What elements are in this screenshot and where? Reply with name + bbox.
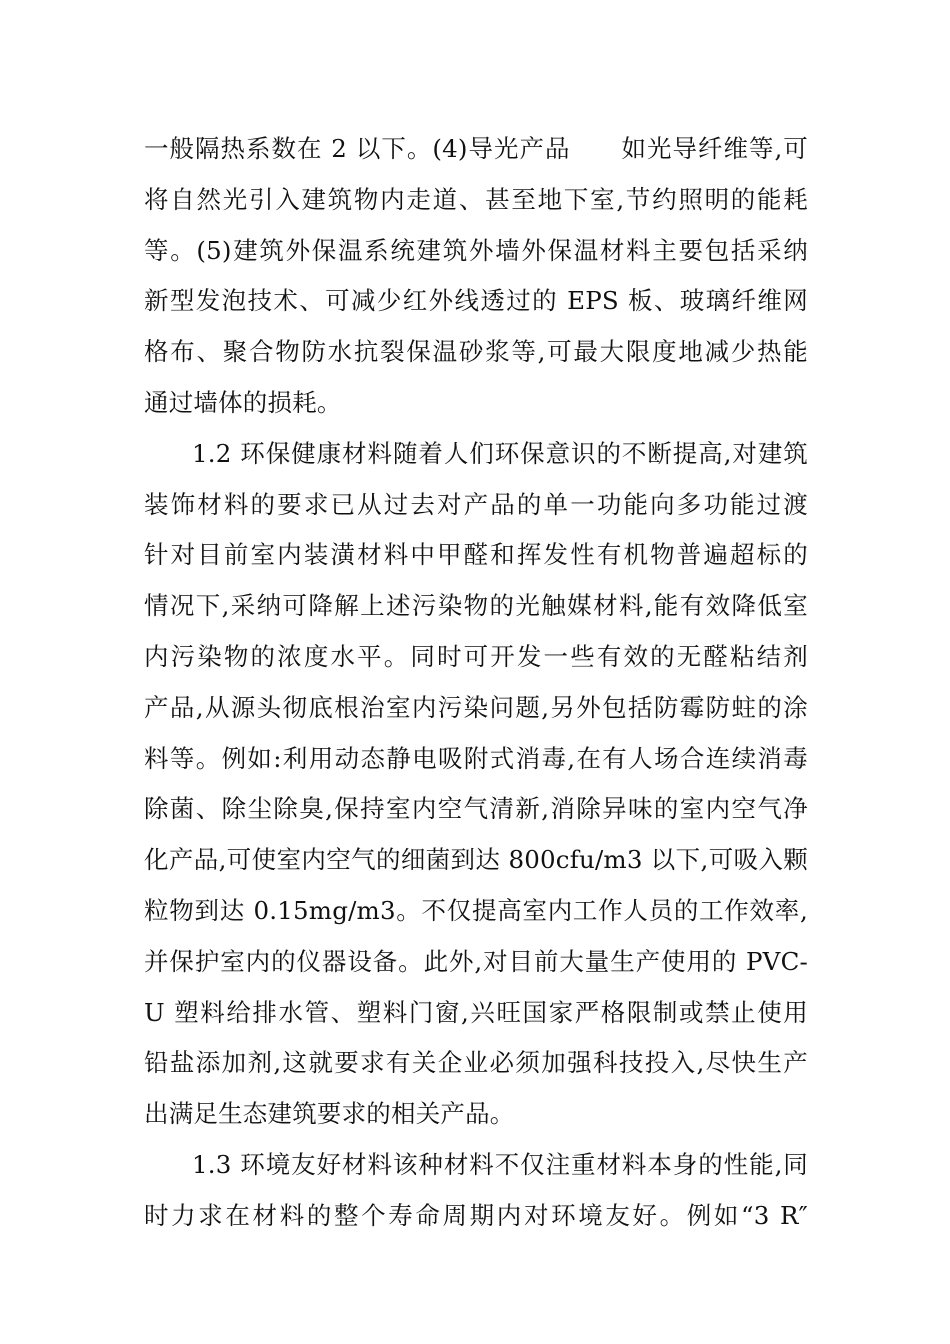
text-line: 等。(5)建筑外保温系统建筑外墙外保温材料主要包括采纳 — [144, 235, 808, 265]
text-line: 产品,从源头彻底根治室内污染问题,另外包括防霉防蛀的涂 — [144, 692, 808, 722]
text-line: 粒物到达 0.15mg/m3。不仅提高室内工作人员的工作效率, — [144, 895, 808, 925]
text-line: 内污染物的浓度水平。同时可开发一些有效的无醛粘结剂 — [144, 641, 808, 671]
text-line: 新型发泡技术、可减少红外线透过的 EPS 板、玻璃纤维网 — [144, 286, 808, 316]
section-heading-line: 1.3 环境友好材料该种材料不仅注重材料本身的性能,同 — [192, 1149, 808, 1179]
body-text — [144, 124, 808, 1242]
text-line: 格布、聚合物防水抗裂保温砂浆等,可最大限度地减少热能 — [144, 337, 808, 367]
text-line: 铅盐添加剂,这就要求有关企业必须加强科技投入,尽快生产 — [144, 1048, 808, 1078]
text-line: 通过墙体的损耗。 — [144, 387, 342, 417]
text-line: 出满足生态建筑要求的相关产品。 — [144, 1099, 515, 1129]
text-line: 时力求在材料的整个寿命周期内对环境友好。例如“3 R″ — [144, 1200, 808, 1230]
text-line: 化产品,可使室内空气的细菌到达 800cfu/m3 以下,可吸入颗 — [144, 845, 808, 875]
section-heading-line: 1.2 环保健康材料随着人们环保意识的不断提高,对建筑 — [192, 438, 808, 468]
text-line: 料等。例如:利用动态静电吸附式消毒,在有人场合连续消毒 — [144, 743, 808, 773]
text-line: 情况下,采纳可降解上述污染物的光触媒材料,能有效降低室 — [144, 591, 808, 621]
text-line: U 塑料给排水管、塑料门窗,兴旺国家严格限制或禁止使用 — [144, 997, 808, 1027]
text-line: 除菌、除尘除臭,保持室内空气清新,消除异味的室内空气净 — [144, 794, 808, 824]
text-line: 装饰材料的要求已从过去对产品的单一功能向多功能过渡 — [144, 489, 808, 519]
text-line: 并保护室内的仪器设备。此外,对目前大量生产使用的 PVC- — [144, 946, 808, 976]
text-line: 一般隔热系数在 2 以下。(4)导光产品 如光导纤维等,可 — [144, 134, 808, 163]
text-line: 针对目前室内装潢材料中甲醛和挥发性有机物普遍超标的 — [144, 540, 808, 570]
text-line: 将自然光引入建筑物内走道、甚至地下室,节约照明的能耗 — [144, 184, 808, 214]
